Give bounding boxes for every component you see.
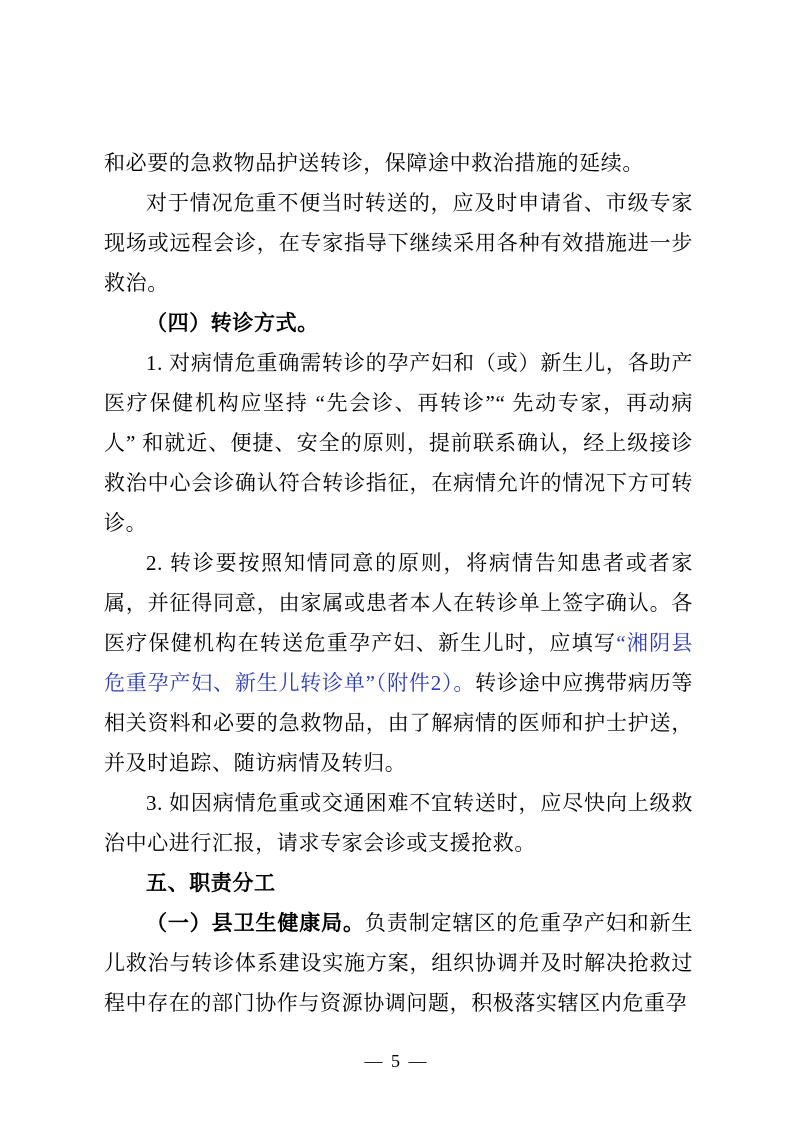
paragraph-item-3: 3. 如因病情危重或交通困难不宜转送时，应尽快向上级救治中心进行汇报，请求专家会诊或支援抢救。	[104, 791, 693, 855]
paragraph-continuation: 和必要的急救物品护送转诊，保障途中救治措施的延续。	[104, 151, 644, 175]
lead-in-county-health-bureau: （一）县卫生健康局。	[146, 911, 365, 935]
text-run-duty-body: 负责制定辖区的危重孕产妇和新生儿救治与转诊体系建设实施方案，组织协调并及时解决抢救过程中存在的部门协作与资源协调问题，积极落实辖区内危重孕	[104, 911, 694, 1015]
page-number: — 5 —	[364, 1051, 429, 1071]
paragraph-duty-health-bureau	[104, 903, 693, 1023]
paragraph-item-1: 1. 对病情危重确需转诊的孕产妇和（或）新生儿，各助产医疗保健机构应坚持 “先会诊、再转诊”“ 先动专家，再动病人” 和就近、便捷、安全的原则，提前联系确认，经上级接诊救治中心会诊确认符合转诊指征，在病情允许的情况下方可转诊。	[104, 351, 693, 535]
paragraph-item-2	[104, 543, 693, 783]
attachment-reference-text: “湘阴县危重孕产妇、新生儿转诊单”（附件2）。	[104, 631, 693, 695]
text-run-item2-start: 2. 转诊要按照知情同意的原则，将病情告知患者或者家属，并征得同意，由家属或患者本人在转诊单上签字确认。各医疗保健机构在转送危重孕产妇、新生儿时，应填写	[104, 551, 693, 655]
section-heading-transfer-method: （四）转诊方式。	[146, 311, 319, 335]
paragraph-urgent-transfer: 对于情况危重不便当时转送的，应及时申请省、市级专家现场或远程会诊，在专家指导下继续采用各种有效措施进一步救治。	[104, 191, 693, 295]
text-run-item2-end: 转诊途中应携带病历等相关资料和必要的急救物品，由了解病情的医师和护士护送，并及时追踪、随访病情及转归。	[104, 671, 693, 775]
section-heading-duties: 五、职责分工	[146, 871, 276, 895]
